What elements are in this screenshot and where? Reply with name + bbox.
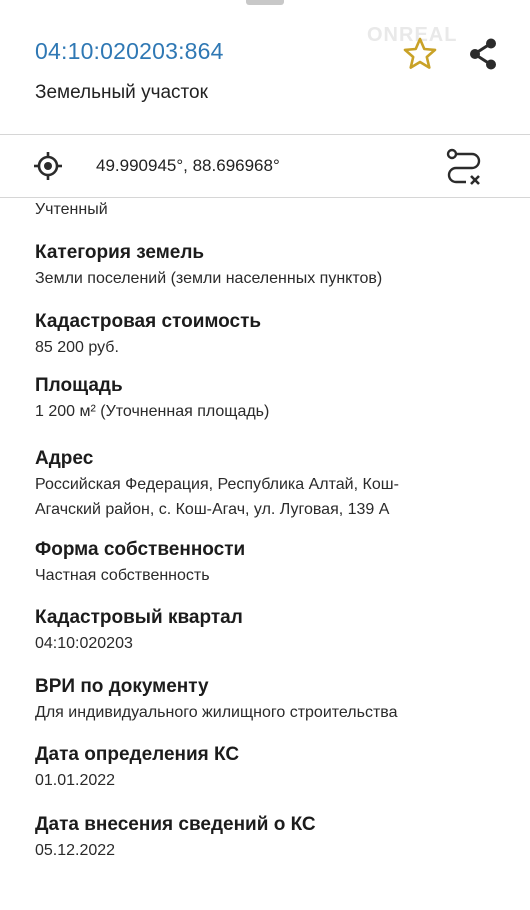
field-value-line: Агачский район, с. Кош-Агач, ул. Луговая, 139 А bbox=[35, 501, 390, 518]
location-target-icon bbox=[33, 151, 63, 181]
field-address bbox=[35, 447, 505, 521]
field-permitted-use bbox=[35, 675, 505, 724]
field-area bbox=[35, 374, 505, 423]
object-type: Земельный участок bbox=[35, 82, 208, 103]
field-value-line: Российская Федерация, Республика Алтай, Кош- bbox=[35, 476, 399, 493]
field-title: Дата определения КС bbox=[35, 744, 240, 765]
field-cadastral-value bbox=[35, 310, 505, 359]
share-button[interactable] bbox=[466, 36, 500, 72]
field-title: Категория земель bbox=[35, 242, 205, 263]
field-title: Форма собственности bbox=[35, 539, 246, 560]
object-header bbox=[0, 0, 530, 135]
field-value: Частная собственность bbox=[35, 567, 210, 584]
field-value[interactable]: 04:10:020203 bbox=[35, 635, 133, 652]
route-button[interactable] bbox=[444, 148, 484, 186]
field-valuation-entry-date bbox=[35, 813, 505, 862]
field-value: 05.12.2022 bbox=[35, 842, 116, 859]
field-value: 85 200 руб. bbox=[35, 339, 119, 356]
field-title: Кадастровая стоимость bbox=[35, 311, 262, 332]
field-valuation-date bbox=[35, 743, 505, 792]
field-title: Адрес bbox=[35, 448, 94, 469]
field-value: 01.01.2022 bbox=[35, 772, 116, 789]
cadastral-number[interactable]: 04:10:020203:864 bbox=[35, 38, 224, 64]
route-clear-icon bbox=[444, 148, 484, 186]
field-title: ВРИ по документу bbox=[35, 676, 209, 697]
field-value: Земли поселений (земли населенных пунктов) bbox=[35, 270, 383, 287]
share-icon bbox=[466, 36, 500, 72]
locate-button[interactable] bbox=[33, 151, 63, 181]
watermark-text: ONREAL bbox=[367, 24, 458, 46]
field-land-category bbox=[35, 241, 505, 290]
coordinates-divider bbox=[0, 197, 530, 198]
field-title: Кадастровый квартал bbox=[35, 607, 243, 628]
field-value: Для индивидуального жилищного строительства bbox=[35, 704, 398, 721]
coordinates-text[interactable]: 49.990945°, 88.696968° bbox=[96, 156, 280, 175]
field-value: 1 200 м² (Уточненная площадь) bbox=[35, 403, 270, 420]
field-cadastral-quarter bbox=[35, 606, 505, 655]
field-ownership-form bbox=[35, 538, 505, 587]
registration-status: Учтенный bbox=[35, 201, 108, 218]
favorite-button[interactable] bbox=[402, 36, 438, 72]
star-icon bbox=[402, 36, 438, 72]
field-title: Площадь bbox=[35, 375, 123, 396]
field-title: Дата внесения сведений о КС bbox=[35, 814, 316, 835]
header-divider bbox=[0, 134, 530, 135]
